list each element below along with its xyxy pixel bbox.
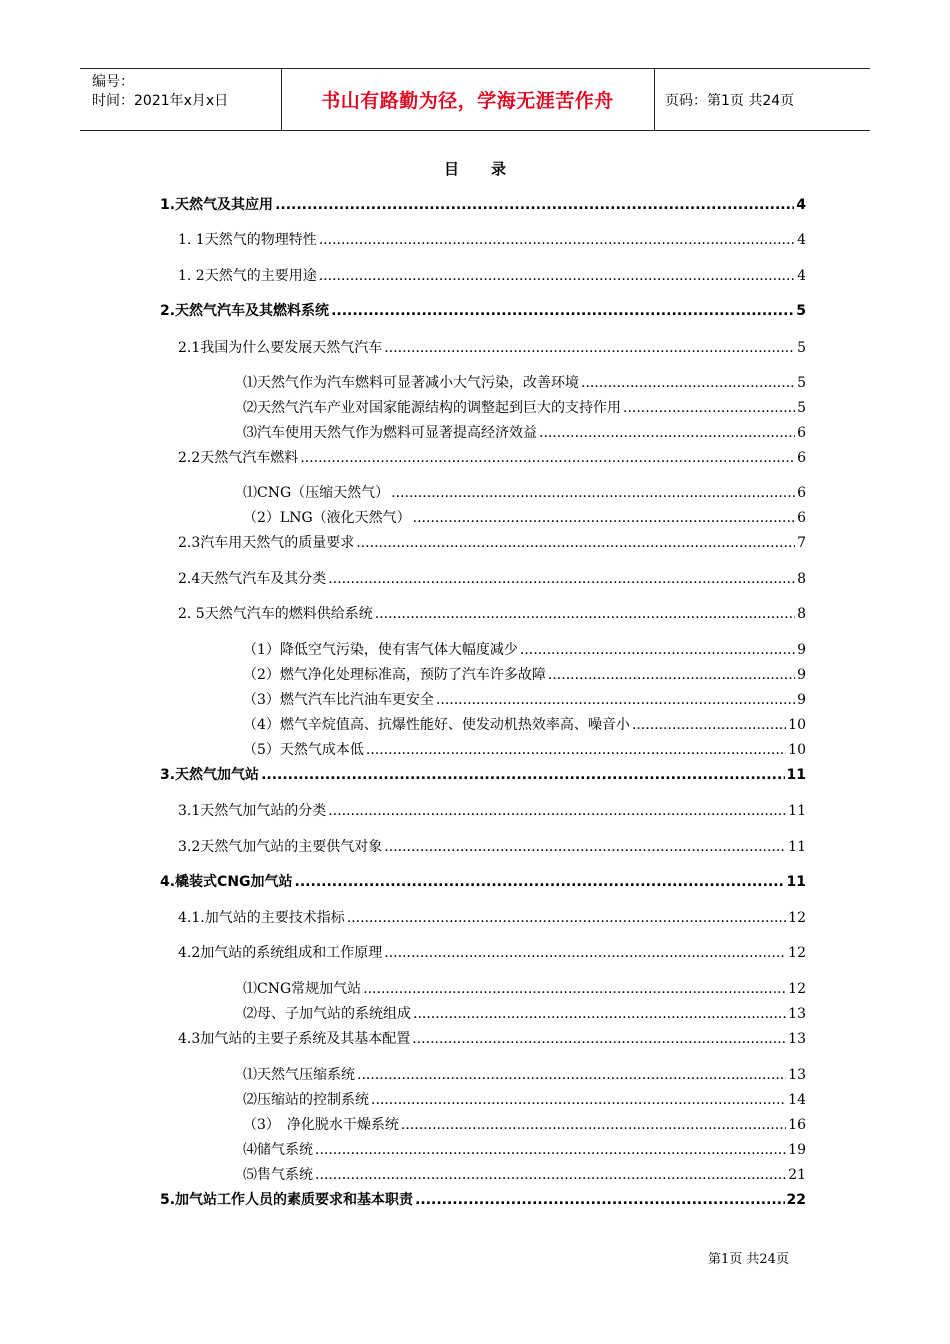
toc-dot-leader [539,425,795,441]
toc-entry-page: 11 [786,874,806,890]
toc-entry-label: 1.天然气及其应用 [160,197,274,213]
toc-entry[interactable] [178,229,806,249]
toc-entry[interactable] [243,689,806,709]
toc-dot-leader [347,910,786,926]
toc-entry-label: 4.1.加气站的主要技术指标 [178,910,345,926]
header-page-cell [655,69,870,130]
toc-entry-page: 12 [788,945,806,961]
toc-entry-page: 21 [788,1167,806,1183]
toc-dot-leader [401,1117,786,1133]
toc-entry-label: 2.4天然气汽车及其分类 [178,571,327,587]
toc-entry-label: ⑸售气系统 [243,1167,313,1183]
toc-entry[interactable] [178,337,806,357]
toc-dot-leader [520,642,795,658]
toc-entry-page: 11 [788,839,806,855]
toc-entry[interactable] [243,507,806,527]
toc-entry-page: 16 [788,1117,806,1133]
toc-entry[interactable] [243,1089,806,1109]
toc-entry-label: 2.天然气汽车及其燃料系统 [160,303,330,319]
toc-entry-label: ⑴天然气压缩系统 [243,1067,355,1083]
toc-entry[interactable] [243,978,806,998]
toc-dot-leader [412,1031,786,1047]
toc-entry-label: 4.橇装式CNG加气站 [160,874,293,890]
toc-dot-leader [413,1006,786,1022]
toc-entry-label: 3.天然气加气站 [160,767,260,783]
toc-entry-label: （2）LNG（液化天然气） [243,510,411,526]
toc-dot-leader [300,450,795,466]
toc-entry-page: 4 [797,232,806,248]
toc-entry[interactable] [178,1028,806,1048]
toc-entry-page: 6 [797,425,806,441]
toc-dot-leader [328,571,795,587]
toc-dot-leader [319,268,795,284]
toc-entry-label: ⑴CNG常规加气站 [243,981,362,997]
page-header [80,68,870,131]
toc-dot-leader [356,535,795,551]
toc-entry[interactable] [243,397,806,417]
toc-entry[interactable] [178,532,806,552]
toc-entry[interactable] [178,447,806,467]
toc-entry-page: 10 [788,717,806,733]
toc-title [0,158,950,179]
toc-entry-page: 4 [796,197,806,213]
toc-title-char-2: 录 [491,160,507,178]
toc-entry-label: 3.2天然气加气站的主要供气对象 [178,839,383,855]
toc-dot-leader [581,375,795,391]
toc-entry-page: 12 [788,981,806,997]
toc-entry[interactable] [160,194,806,214]
toc-title-char-1: 目 [443,160,459,178]
toc-entry[interactable] [243,1139,806,1159]
toc-entry-label: （5）天然气成本低 [243,742,364,758]
toc-entry-label: 2.2天然气汽车燃料 [178,450,299,466]
toc-entry-label: ⑵天然气汽车产业对国家能源结构的调整起到巨大的支持作用 [243,400,621,416]
toc-entry-label: （3）燃气汽车比汽油车更安全 [243,692,434,708]
toc-entry[interactable] [178,800,806,820]
toc-entry-page: 14 [788,1092,806,1108]
toc-entry[interactable] [160,300,806,320]
page-footer: 第1页 共24页 [708,1252,789,1267]
toc-entry-page: 4 [797,268,806,284]
toc-dot-leader [315,1167,786,1183]
toc-entry[interactable] [243,1114,806,1134]
toc-entry-label: 1. 1天然气的物理特性 [178,232,317,248]
toc-entry-page: 11 [786,767,806,783]
toc-entry-label: 4.2加气站的系统组成和工作原理 [178,945,383,961]
toc-entry[interactable] [178,568,806,588]
toc-dot-leader [415,1192,784,1208]
toc-dot-leader [315,1142,786,1158]
toc-entry-label: 5.加气站工作人员的素质要求和基本职责 [160,1192,414,1208]
toc-dot-leader [413,510,795,526]
toc-dot-leader [363,981,786,997]
toc-entry-label: 2. 5天然气汽车的燃料供给系统 [178,606,373,622]
toc-dot-leader [384,839,786,855]
toc-dot-leader [623,400,795,416]
toc-entry[interactable] [243,1064,806,1084]
toc-entry-page: 13 [788,1031,806,1047]
toc-entry-label: 4.3加气站的主要子系统及其基本配置 [178,1031,411,1047]
toc-entry[interactable] [243,1003,806,1023]
toc-entry-label: ⑵母、子加气站的系统组成 [243,1006,411,1022]
toc-dot-leader [275,197,794,213]
toc-dot-leader [331,303,794,319]
toc-entry-label: ⑶汽车使用天然气作为燃料可显著提高经济效益 [243,425,537,441]
toc-dot-leader [632,717,786,733]
toc-entry[interactable] [243,372,806,392]
toc-entry-label: ⑴天然气作为汽车燃料可显著减小大气污染，改善环境 [243,375,579,391]
toc-entry[interactable] [160,871,806,891]
toc-entry[interactable] [178,942,806,962]
toc-dot-leader [328,803,786,819]
toc-entry[interactable] [243,714,806,734]
toc-dot-leader [391,485,795,501]
toc-entry[interactable] [178,603,806,623]
header-page-info: 页码：第1页 共24页 [665,92,795,109]
toc-dot-leader [295,874,785,890]
toc-dot-leader [357,1067,786,1083]
toc-entry-page: 6 [797,450,806,466]
toc-entry-page: 22 [786,1192,806,1208]
toc-entry-label: 1. 2天然气的主要用途 [178,268,317,284]
toc-entry-label: 2.1我国为什么要发展天然气汽车 [178,340,383,356]
toc-entry-page: 13 [788,1006,806,1022]
toc-dot-leader [319,232,795,248]
toc-entry-label: （3） 净化脱水干燥系统 [243,1117,399,1133]
toc-dot-leader [261,767,784,783]
toc-entry[interactable] [243,422,806,442]
toc-entry-page: 5 [796,303,806,319]
toc-dot-leader [384,945,786,961]
toc-entry-page: 8 [797,571,806,587]
toc-entry-label: 3.1天然气加气站的分类 [178,803,327,819]
toc-entry-page: 12 [788,910,806,926]
toc-entry[interactable] [243,482,806,502]
toc-entry[interactable] [243,664,806,684]
toc-entry-page: 10 [788,742,806,758]
toc-entry[interactable] [160,764,806,784]
toc-entry-label: （2）燃气净化处理标准高，预防了汽车许多故障 [243,667,546,683]
toc-entry-label: （4）燃气辛烷值高、抗爆性能好、使发动机热效率高、噪音小 [243,717,630,733]
toc-entry-page: 19 [788,1142,806,1158]
header-meta-cell [80,69,282,130]
toc-dot-leader [366,742,786,758]
toc-entry-label: ⑴CNG（压缩天然气） [243,485,390,501]
toc-entry[interactable] [243,639,806,659]
toc-entry-page: 5 [797,400,806,416]
toc-dot-leader [548,667,795,683]
toc-entry-label: 2.3汽车用天然气的质量要求 [178,535,355,551]
toc-entry-page: 13 [788,1067,806,1083]
toc-entry-page: 11 [788,803,806,819]
toc-entry-page: 6 [797,485,806,501]
toc-dot-leader [436,692,795,708]
toc-entry[interactable] [178,836,806,856]
code-label: 编号： [92,74,134,90]
toc-entry-page: 9 [797,642,806,658]
toc-entry[interactable] [243,1164,806,1184]
toc-entry-label: （1）降低空气污染，使有害气体大幅度减少 [243,642,518,658]
toc-entry-page: 5 [797,340,806,356]
motto-text: 书山有路勤为径，学海无涯苦作舟 [321,90,614,112]
toc-entry-page: 6 [797,510,806,526]
toc-dot-leader [375,606,795,622]
toc-entry[interactable] [178,265,806,285]
toc-entry-label: ⑵压缩站的控制系统 [243,1092,369,1108]
header-motto-cell [281,69,655,130]
toc-entry[interactable] [178,907,806,927]
toc-entry-page: 7 [797,535,806,551]
toc-entry[interactable] [160,1189,806,1209]
toc-entry-page: 9 [797,667,806,683]
toc-entry-page: 5 [797,375,806,391]
toc-dot-leader [371,1092,786,1108]
toc-entry-page: 8 [797,606,806,622]
toc-entry[interactable] [243,739,806,759]
toc-dot-leader [384,340,795,356]
time-label: 时间：2021年x月x日 [92,93,229,109]
toc-entry-page: 9 [797,692,806,708]
toc-entry-label: ⑷储气系统 [243,1142,313,1158]
